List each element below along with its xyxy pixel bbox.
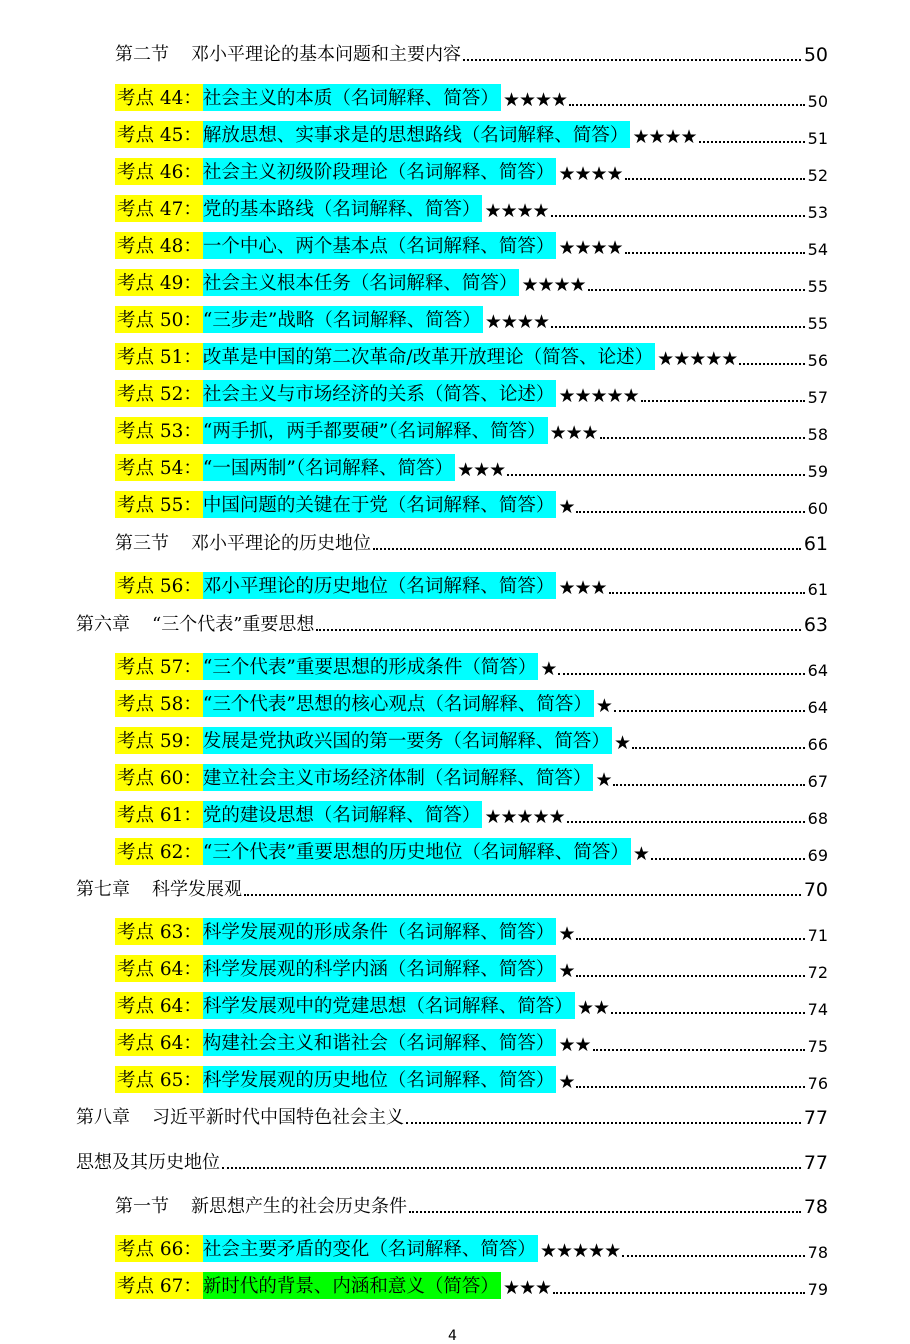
kaodian-label: 考点 57： [115, 653, 203, 680]
dot-leader [622, 1255, 805, 1257]
dot-leader [641, 400, 805, 402]
star-rating: ★★★★★ [539, 1240, 621, 1262]
dot-leader [567, 821, 805, 823]
toc-entry-kaodian[interactable] [115, 993, 828, 1019]
section-number: 第一节 [115, 1196, 169, 1217]
kaodian-label: 考点 58： [115, 690, 203, 717]
dot-leader [576, 1086, 804, 1088]
toc-entry-kaodian[interactable] [115, 802, 828, 828]
toc-entry-section[interactable] [115, 40, 828, 66]
kaodian-label: 考点 61： [115, 801, 203, 828]
entry-title: 社会主义初级阶段理论（名词解释、简答） [203, 158, 557, 185]
page-ref: 57 [807, 388, 828, 407]
dot-leader [609, 592, 805, 594]
toc-entry-kaodian[interactable] [115, 839, 828, 865]
entry-title: 构建社会主义和谐社会（名词解释、简答） [203, 1029, 557, 1056]
dot-leader [507, 474, 804, 476]
kaodian-label: 考点 63： [115, 918, 203, 945]
star-rating: ★★★★ [502, 89, 568, 111]
star-rating: ★★ [576, 997, 610, 1019]
kaodian-label: 考点 52： [115, 380, 203, 407]
entry-title: 科学发展观的历史地位（名词解释、简答） [203, 1066, 557, 1093]
star-rating: ★ [540, 658, 557, 680]
entry-title: 邓小平理论的基本问题和主要内容 [191, 44, 461, 65]
entry-title: 习近平新时代中国特色社会主义 [152, 1107, 404, 1128]
kaodian-label: 考点 55： [115, 491, 203, 518]
page-ref: 52 [807, 166, 828, 185]
dot-leader [625, 178, 805, 180]
kaodian-label: 考点 50： [115, 306, 203, 333]
dot-leader [569, 104, 805, 106]
entry-title: “两手抓，两手都要硬”（名词解释、简答） [203, 417, 548, 444]
dot-leader [632, 747, 805, 749]
section-number: 第二节 [115, 44, 169, 65]
toc-entry-kaodian[interactable] [115, 270, 828, 296]
dot-leader [406, 1122, 801, 1124]
entry-title: 社会主要矛盾的变化（名词解释、简答） [203, 1235, 538, 1262]
toc-entry-kaodian[interactable] [115, 85, 828, 111]
dot-leader [593, 1049, 805, 1051]
toc-entry-chapter[interactable] [76, 875, 828, 901]
kaodian-label: 考点 54： [115, 454, 203, 481]
entry-title: 思想及其历史地位 [76, 1152, 220, 1173]
dot-leader [611, 1012, 805, 1014]
dot-leader [244, 894, 801, 896]
star-rating: ★★★ [558, 577, 607, 599]
entry-title: 社会主义根本任务（名词解释、简答） [203, 269, 520, 296]
kaodian-label: 考点 65： [115, 1066, 203, 1093]
chapter-number: 第六章 [76, 614, 130, 635]
star-rating: ★★★★★ [484, 806, 565, 828]
toc-entry-continued[interactable] [76, 1148, 828, 1174]
entry-title: “三个代表”思想的核心观点（名词解释、简答） [203, 690, 594, 717]
kaodian-label: 考点 48： [115, 232, 203, 259]
kaodian-label: 考点 66： [115, 1235, 203, 1262]
star-rating: ★★★★ [484, 311, 549, 333]
star-rating: ★★★★ [558, 163, 623, 185]
dot-leader [551, 215, 805, 217]
entry-title: 中国问题的关键在于党（名词解释、简答） [203, 491, 557, 518]
entry-title: “三个代表”重要思想 [152, 614, 315, 635]
star-rating: ★ [632, 843, 649, 865]
page-ref: 75 [807, 1037, 828, 1056]
toc-entry-kaodian[interactable] [115, 1236, 828, 1262]
entry-title: “三个代表”重要思想的形成条件（简答） [203, 653, 538, 680]
kaodian-label: 考点 56： [115, 572, 203, 599]
entry-title: 科学发展观的科学内涵（名词解释、简答） [203, 955, 557, 982]
page-ref: 58 [807, 425, 828, 444]
page-ref: 77 [803, 1107, 828, 1129]
dot-leader [588, 289, 805, 291]
toc-entry-kaodian[interactable] [115, 654, 828, 680]
star-rating: ★★★★ [632, 126, 697, 148]
page-ref: 50 [803, 44, 828, 66]
toc-entry-kaodian[interactable] [115, 1030, 828, 1056]
dot-leader [739, 363, 804, 365]
entry-title: 一个中心、两个基本点（名词解释、简答） [203, 232, 557, 259]
kaodian-label: 考点 60： [115, 764, 203, 791]
star-rating: ★ [595, 769, 612, 791]
page-ref: 54 [807, 240, 828, 259]
entry-title: 解放思想、实事求是的思想路线（名词解释、简答） [203, 121, 631, 148]
page-ref: 56 [807, 351, 828, 370]
chapter-number: 第八章 [76, 1107, 130, 1128]
kaodian-label: 考点 53： [115, 417, 203, 444]
star-rating: ★★★★ [558, 237, 623, 259]
entry-title: 新思想产生的社会历史条件 [191, 1196, 407, 1217]
dot-leader [614, 710, 805, 712]
star-rating: ★★★★★ [657, 348, 738, 370]
dot-leader [409, 1211, 801, 1213]
toc-entry-kaodian[interactable] [115, 233, 828, 259]
toc-entry-kaodian[interactable] [115, 919, 828, 945]
toc-entry-kaodian[interactable] [115, 765, 828, 791]
toc-entry-kaodian[interactable] [115, 1067, 828, 1093]
entry-title: “三个代表”重要思想的历史地位（名词解释、简答） [203, 838, 631, 865]
entry-title: 科学发展观中的党建思想（名词解释、简答） [203, 992, 575, 1019]
kaodian-label: 考点 46： [115, 158, 203, 185]
dot-leader [625, 252, 805, 254]
dot-leader [316, 629, 800, 631]
dot-leader [551, 326, 805, 328]
dot-leader [699, 141, 805, 143]
page-ref: 78 [807, 1243, 828, 1262]
entry-title: 社会主义的本质（名词解释、简答） [203, 84, 501, 111]
star-rating: ★★★ [502, 1277, 552, 1299]
star-rating: ★ [595, 695, 612, 717]
toc-entry-section[interactable] [115, 529, 828, 555]
entry-title: 党的建设思想（名词解释、简答） [203, 801, 483, 828]
star-rating: ★ [558, 923, 575, 945]
toc-entry-kaodian[interactable] [115, 455, 828, 481]
section-number: 第三节 [115, 533, 169, 554]
star-rating: ★ [558, 1071, 575, 1093]
dot-leader [373, 548, 801, 550]
toc-entry-chapter[interactable] [76, 1103, 828, 1129]
kaodian-label: 考点 64： [115, 992, 203, 1019]
entry-title: 邓小平理论的历史地位（名词解释、简答） [203, 572, 557, 599]
star-rating: ★★ [558, 1034, 591, 1056]
toc-entry-kaodian[interactable] [115, 344, 828, 370]
page-ref: 64 [807, 698, 828, 717]
entry-title: 改革是中国的第二次革命/改革开放理论（简答、论述） [203, 343, 655, 370]
kaodian-label: 考点 64： [115, 955, 203, 982]
page-ref: 53 [807, 203, 828, 222]
page-ref: 63 [803, 614, 828, 636]
entry-title: “三步走”战略（名词解释、简答） [203, 306, 483, 333]
dot-leader [576, 938, 804, 940]
toc-entry-kaodian[interactable] [115, 418, 828, 444]
toc-entry-kaodian[interactable] [115, 1273, 828, 1299]
page-ref: 74 [807, 1000, 828, 1019]
toc-entry-kaodian[interactable] [115, 159, 828, 185]
entry-title: 科学发展观 [152, 879, 242, 900]
toc-entry-kaodian[interactable] [115, 381, 828, 407]
page-ref: 72 [807, 963, 828, 982]
dot-leader [222, 1167, 801, 1169]
toc-entry-kaodian[interactable] [115, 956, 828, 982]
page-ref: 76 [807, 1074, 828, 1093]
kaodian-label: 考点 59： [115, 727, 203, 754]
page-ref: 70 [803, 879, 828, 901]
page-ref: 67 [807, 772, 828, 791]
page-ref: 60 [807, 499, 828, 518]
entry-title: 社会主义与市场经济的关系（简答、论述） [203, 380, 557, 407]
toc-entry-chapter[interactable] [76, 610, 828, 636]
star-rating: ★★★ [457, 459, 506, 481]
dot-leader [463, 59, 801, 61]
entry-title: 发展是党执政兴国的第一要务（名词解释、简答） [203, 727, 612, 754]
kaodian-label: 考点 67： [115, 1272, 203, 1299]
chapter-number: 第七章 [76, 879, 130, 900]
toc-entry-kaodian[interactable] [115, 122, 828, 148]
star-rating: ★★★★★ [558, 385, 639, 407]
entry-title: “一国两制”（名词解释、简答） [203, 454, 455, 481]
kaodian-label: 考点 47： [115, 195, 203, 222]
page-ref: 69 [807, 846, 828, 865]
entry-title: 建立社会主义市场经济体制（名词解释、简答） [203, 764, 594, 791]
star-rating: ★ [558, 496, 575, 518]
toc-entry-kaodian[interactable] [115, 573, 828, 599]
entry-title: 新时代的背景、内涵和意义（简答） [203, 1272, 501, 1299]
kaodian-label: 考点 45： [115, 121, 203, 148]
toc-entry-kaodian[interactable] [115, 492, 828, 518]
page-ref: 66 [807, 735, 828, 754]
page-ref: 77 [803, 1152, 828, 1174]
page-ref: 55 [807, 277, 828, 296]
dot-leader [600, 437, 805, 439]
star-rating: ★★★★ [521, 274, 586, 296]
toc-entry-section[interactable] [115, 1192, 828, 1218]
toc-entry-kaodian[interactable] [115, 728, 828, 754]
dot-leader [576, 511, 804, 513]
toc-entry-kaodian[interactable] [115, 307, 828, 333]
page-number: 4 [448, 1328, 457, 1344]
kaodian-label: 考点 51： [115, 343, 203, 370]
toc-entry-kaodian[interactable] [115, 196, 828, 222]
page-ref: 50 [807, 92, 828, 111]
star-rating: ★★★★ [484, 200, 549, 222]
entry-title: 邓小平理论的历史地位 [191, 533, 371, 554]
star-rating: ★ [613, 732, 630, 754]
star-rating: ★★★ [549, 422, 598, 444]
page-ref: 78 [803, 1196, 828, 1218]
kaodian-label: 考点 64： [115, 1029, 203, 1056]
dot-leader [613, 784, 804, 786]
dot-leader [558, 673, 804, 675]
page-ref: 79 [807, 1280, 828, 1299]
page-ref: 71 [807, 926, 828, 945]
page-ref: 55 [807, 314, 828, 333]
page-ref: 51 [807, 129, 828, 148]
dot-leader [576, 975, 804, 977]
toc-entry-kaodian[interactable] [115, 691, 828, 717]
page-ref: 61 [803, 533, 828, 555]
entry-title: 科学发展观的形成条件（名词解释、简答） [203, 918, 557, 945]
kaodian-label: 考点 44： [115, 84, 203, 111]
kaodian-label: 考点 62： [115, 838, 203, 865]
star-rating: ★ [558, 960, 575, 982]
dot-leader [651, 858, 805, 860]
page-ref: 61 [807, 580, 828, 599]
page-ref: 59 [807, 462, 828, 481]
entry-title: 党的基本路线（名词解释、简答） [203, 195, 483, 222]
kaodian-label: 考点 49： [115, 269, 203, 296]
page-ref: 64 [807, 661, 828, 680]
dot-leader [553, 1292, 805, 1294]
page-ref: 68 [807, 809, 828, 828]
